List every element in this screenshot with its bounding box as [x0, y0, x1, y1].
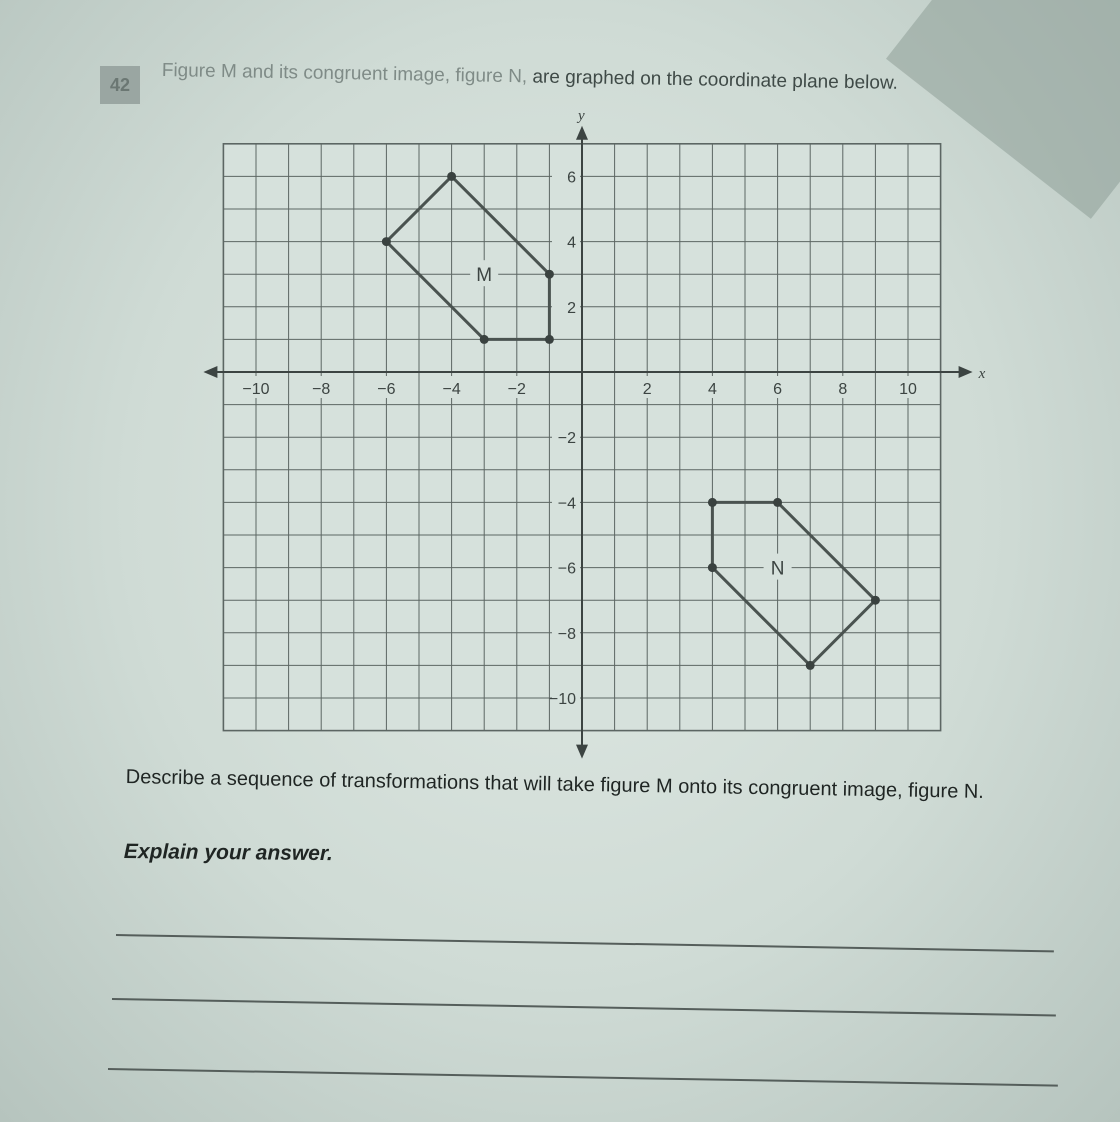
x-tick-label: −4	[442, 381, 461, 398]
x-tick-label: 6	[773, 381, 783, 398]
x-tick-label: 10	[899, 381, 917, 398]
figure-n-vertex	[708, 563, 717, 572]
figure-n-label: N	[770, 558, 785, 580]
y-tick-label: 4	[567, 234, 576, 252]
task-text: Describe a sequence of transformations that will take figure M onto its congruent image, figure N.	[125, 765, 985, 803]
prompt-main-text: are graphed on the coordinate plane below.	[526, 66, 899, 94]
x-tick-label: 2	[642, 381, 652, 398]
x-axis-label: x	[978, 366, 986, 382]
answer-line-2[interactable]	[112, 998, 1056, 1016]
y-tick-label: 6	[567, 169, 576, 187]
x-tick-label: −6	[377, 381, 396, 398]
question-number: 42	[100, 66, 140, 104]
y-tick-label: −6	[557, 560, 576, 578]
x-tick-label: −10	[242, 381, 270, 398]
figure-n-vertex	[708, 498, 717, 507]
explain-instruction: Explain your answer.	[123, 840, 333, 866]
y-tick-label: −10	[548, 691, 576, 708]
figure-n-vertex	[806, 661, 815, 670]
y-axis-down-arrow	[576, 745, 588, 759]
x-tick-label: 4	[707, 381, 717, 398]
x-tick-label: −2	[507, 381, 526, 398]
figure-m-vertex	[545, 270, 554, 279]
figure-m-vertex	[382, 237, 391, 246]
y-axis-label: y	[578, 107, 585, 124]
y-tick-label: −8	[557, 625, 576, 643]
figure-n-vertex	[773, 498, 782, 507]
y-axis-up-arrow	[576, 126, 588, 140]
figure-m-vertex	[480, 335, 489, 344]
answer-line-3[interactable]	[108, 1068, 1058, 1087]
figure-m-vertex	[545, 335, 554, 344]
figure-m-vertex	[447, 172, 456, 181]
answer-line-1[interactable]	[116, 934, 1054, 952]
x-axis-right-arrow	[959, 366, 973, 378]
y-tick-label: −4	[557, 495, 576, 513]
figure-m-label: M	[476, 265, 493, 287]
y-tick-label: −2	[557, 430, 576, 448]
y-tick-label: 2	[567, 299, 576, 317]
figure-n-vertex	[871, 596, 880, 605]
x-tick-label: −8	[312, 381, 331, 398]
x-axis-left-arrow	[203, 366, 217, 378]
x-tick-label: 8	[838, 381, 848, 398]
prompt-faint-text: Figure M and its congruent image, figure N,	[161, 60, 528, 88]
